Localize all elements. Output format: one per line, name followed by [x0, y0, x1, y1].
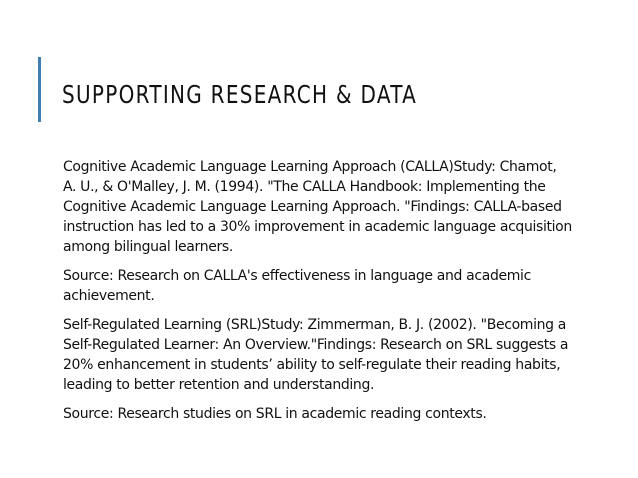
paragraph-calla-source: Source: Research on CALLA's effectiveness in language and academic achievement. — [63, 268, 531, 304]
paragraph-srl-source: Source: Research studies on SRL in academic reading contexts. — [63, 406, 487, 422]
slide-title: SUPPORTING RESEARCH & DATA — [62, 80, 418, 109]
paragraph-calla-study: Cognitive Academic Language Learning Approach (CALLA)Study: Chamot, A. U., & O'Malley, J. M. (1994). "The CALLA Handbook: Implementing the Cognitive Academic Language Learning Approach. "Findings: CALLA-based instruction has led to a 30% improvement in academic language acquisition among bilingual learners. — [63, 159, 572, 255]
title-accent-bar — [38, 57, 41, 122]
slide-body — [63, 157, 573, 433]
paragraph-srl-study: Self-Regulated Learning (SRL)Study: Zimmerman, B. J. (2002). "Becoming a Self-Regulated Learner: An Overview."Findings: Research on SRL suggests a 20% enhancement in students’ ability to self-regulate their reading habits, leading to better retention and understanding. — [63, 317, 569, 393]
